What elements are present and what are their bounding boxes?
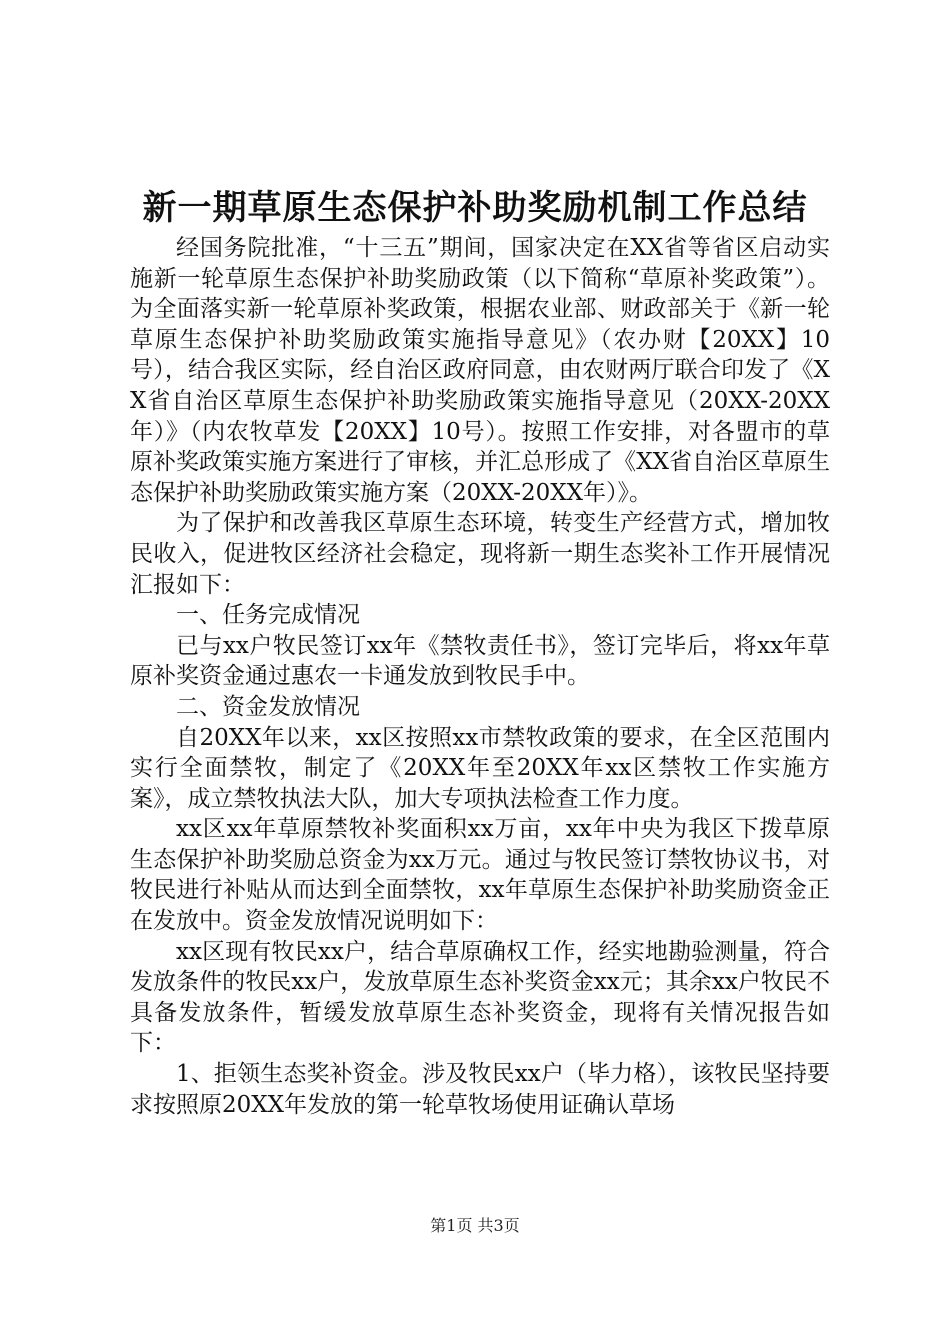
document-title: 新一期草原生态保护补助奖励机制工作总结 [142, 188, 808, 228]
page-number-footer: 第1页 共3页 [430, 1216, 520, 1235]
section-heading-task-completion: 一、任务完成情况 [176, 602, 360, 629]
intro-paragraph: 经国务院批准，“十三五”期间，国家决定在XX省等省区启动实施新一轮草原生态保护补助奖励政策（以下简称“草原补奖政策”）。为全面落实新一轮草原补奖政策，根据农业部、财政部关于《新一轮草原生态保护补助奖励政策实施指导意见》（农办财【20XX】10号），结合我区实际，经自治区政府同意，由农财两厅联合印发了《XX省自治区草原生态保护补助奖励政策实施指导意见（20XX-20XX年）》（内农牧草发【20XX】10号）。按照工作安排，对各盟市的草原补奖政策实施方案进行了审核，并汇总形成了《XX省自治区草原生态保护补助奖励政策实施方案（20XX-20XX年）》。 [130, 235, 830, 506]
fund-paragraph-area: xx区xx年草原禁牧补奖面积xx万亩，xx年中央为我区下拨草原生态保护补助奖励总资金为xx万元。通过与牧民签订禁牧协议书，对牧民进行补贴从而达到全面禁牧，xx年草原生态保护补助奖励资金正在发放中。资金发放情况说明如下： [130, 816, 830, 935]
section-heading-fund-distribution: 二、资金发放情况 [176, 693, 360, 720]
fund-paragraph-refusal: 1、拒领生态奖补资金。涉及牧民xx户（毕力格），该牧民坚持要求按照原20XX年发放的第一轮草牧场使用证确认草场 [130, 1061, 830, 1118]
purpose-paragraph: 为了保护和改善我区草原生态环境，转变生产经营方式，增加牧民收入，促进牧区经济社会稳定，现将新一期生态奖补工作开展情况汇报如下： [130, 510, 830, 598]
task-completion-paragraph: 已与xx户牧民签订xx年《禁牧责任书》，签订完毕后，将xx年草原补奖资金通过惠农一卡通发放到牧民手中。 [130, 632, 830, 690]
fund-paragraph-policy: 自20XX年以来，xx区按照xx市禁牧政策的要求，在全区范围内实行全面禁牧，制定了《20XX年至20XX年xx区禁牧工作实施方案》，成立禁牧执法大队，加大专项执法检查工作力度。 [130, 724, 830, 812]
fund-paragraph-herders: xx区现有牧民xx户，结合草原确权工作，经实地勘验测量，符合发放条件的牧民xx户，发放草原生态补奖资金xx元；其余xx户牧民不具备发放条件，暂缓发放草原生态补奖资金，现将有关情况报告如下： [130, 938, 830, 1057]
document-body [130, 233, 830, 1120]
